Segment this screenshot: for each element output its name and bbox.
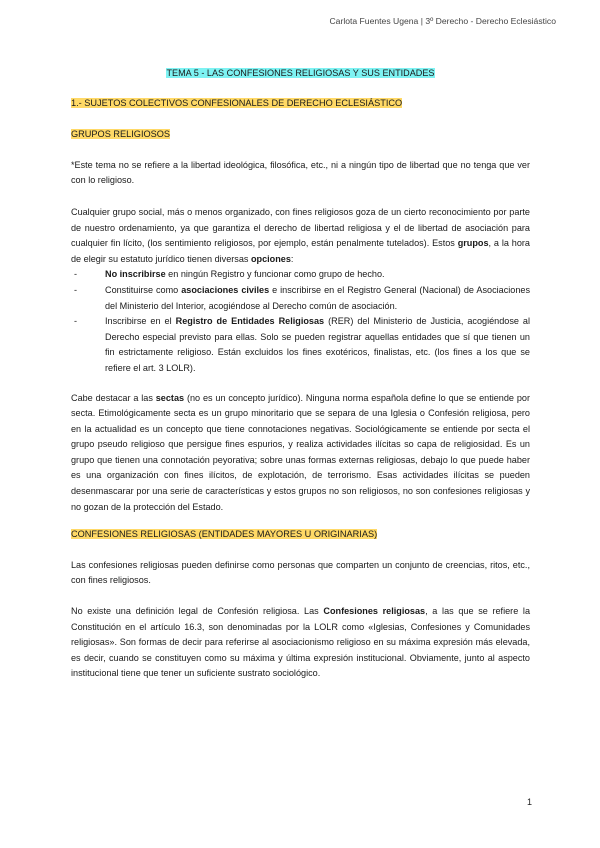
- subheading-grupos-text: GRUPOS RELIGIOSOS: [71, 129, 171, 140]
- page-number: 1: [526, 797, 532, 807]
- options-list: [71, 267, 530, 376]
- document-title: [71, 66, 530, 82]
- intro-bold-opciones: opciones: [250, 253, 291, 264]
- page-header: Carlota Fuentes Ugena | 3º Derecho - Derecho Eclesiástico: [329, 16, 556, 26]
- sectas-text-c: (no es un concepto jurídico). Ninguna norma española define lo que se entiende por secta. Etimológicamente secta es un grupo minoritario que se separa de una Iglesia o Confesión religiosa, pero en la actualidad es un concepto que tiene connotaciones negativas. Sociológicamente se entiende por secta el grupo pseudo religioso que persigue fines espurios, y realiza actividades ilícitas so capa de religiosidad. Es un grupo que tienen una connotación peyorativa; sobre unas formas externas religiosas, debajo lo que puede haber es una organización con fines ilícitos, de explotación, de terrorismo. Esas actividades ilícitas se pueden desenmascarar por una serie de características y estos grupos no son religiosos, no son confesiones religiosas y no gozan de la protección del Estado.: [71, 392, 530, 512]
- subheading-confesiones-text: CONFESIONES RELIGIOSAS (ENTIDADES MAYORES U ORIGINARIAS): [71, 529, 378, 540]
- intro-paragraph: [71, 205, 530, 267]
- legal-text-c: , a las que se refiere la Constitución en el artículo 16.3, son denominadas por la LOLR como «Iglesias, Confesiones y Comunidades religiosas». Son formas de decir para referirse al asociacionismo religioso en su máxima expresión más elevada, es decir, cuando se constituyen como su máxima y última expresión institucional. Obviamente, junto al aspecto institucional tiene que tener un suficiente sustrato sociológico.: [71, 606, 531, 679]
- option2-text-a: Constituirse como: [105, 284, 182, 295]
- list-item: [71, 267, 530, 283]
- intro-text-c: , a la hora de elegir su estatuto jurídico tienen diversas: [71, 238, 530, 264]
- option1-bold: No inscribirse: [105, 269, 166, 280]
- intro-text-e: :: [290, 253, 294, 264]
- confesiones-definition-paragraph: Las confesiones religiosas pueden definirse como personas que comparten un conjunto de creencias, ritos, etc., con fines religiosos.: [71, 559, 530, 586]
- sectas-text-a: Cabe destacar a las: [71, 392, 156, 403]
- confesiones-legal-paragraph: [71, 604, 530, 682]
- option3-bold: Registro de Entidades Religiosas: [175, 316, 325, 327]
- option2-bold: asociaciones civiles: [181, 284, 270, 295]
- title-text: TEMA 5 - LAS CONFESIONES RELIGIOSAS Y SUS ENTIDADES: [166, 68, 435, 78]
- intro-bold-grupos: grupos: [457, 238, 489, 249]
- option3-text-c: (RER) del Ministerio de Justicia, acogiéndose al Derecho especial previsto para ellas. Solo se pueden registrar aquellas entidades que sí que tienen un fin estrictamente religioso. Están excluidos los fines exotéricos, finalistas, etc. (los fines a los que se refiere el art. 3 LOLR).: [105, 316, 531, 373]
- note-paragraph: *Este tema no se refiere a la libertad ideológica, filosófica, etc., ni a ningún tipo de libertad que no tenga que ver con lo religioso.: [71, 159, 530, 186]
- option2-text-c: e inscribirse en el Registro General (Nacional) de Asociaciones del Ministerio del Interior, acogiéndose al Derecho común de asociación.: [105, 284, 530, 311]
- list-item: [71, 283, 530, 314]
- subheading-grupos: [71, 127, 530, 143]
- subheading-confesiones: [71, 527, 530, 543]
- legal-text-a: No existe una definición legal de Confesión religiosa. Las: [71, 606, 324, 617]
- legal-bold: Confesiones religiosas: [323, 606, 426, 617]
- sectas-paragraph: [71, 391, 530, 516]
- page-content: [71, 66, 530, 682]
- option3-text-a: Inscribirse en el: [105, 316, 176, 327]
- sectas-bold: sectas: [155, 392, 185, 403]
- intro-text-a: Cualquier grupo social, más o menos organizado, con fines religiosos goza de un cierto reconocimiento por parte de nuestro ordenamiento, ya que garantiza el derecho de libertad religiosa y el de libertad de asociación para cualquier fin lícito, (los sentimiento religiosos, por ejemplo, están penalmente tutelados). Estos: [71, 206, 530, 249]
- list-item: [71, 314, 530, 376]
- section-heading-text: 1.- SUJETOS COLECTIVOS CONFESIONALES DE DERECHO ECLESIÁSTICO: [71, 97, 403, 108]
- section-heading: [71, 96, 530, 112]
- option1-text: en ningún Registro y funcionar como grupo de hecho.: [165, 269, 385, 280]
